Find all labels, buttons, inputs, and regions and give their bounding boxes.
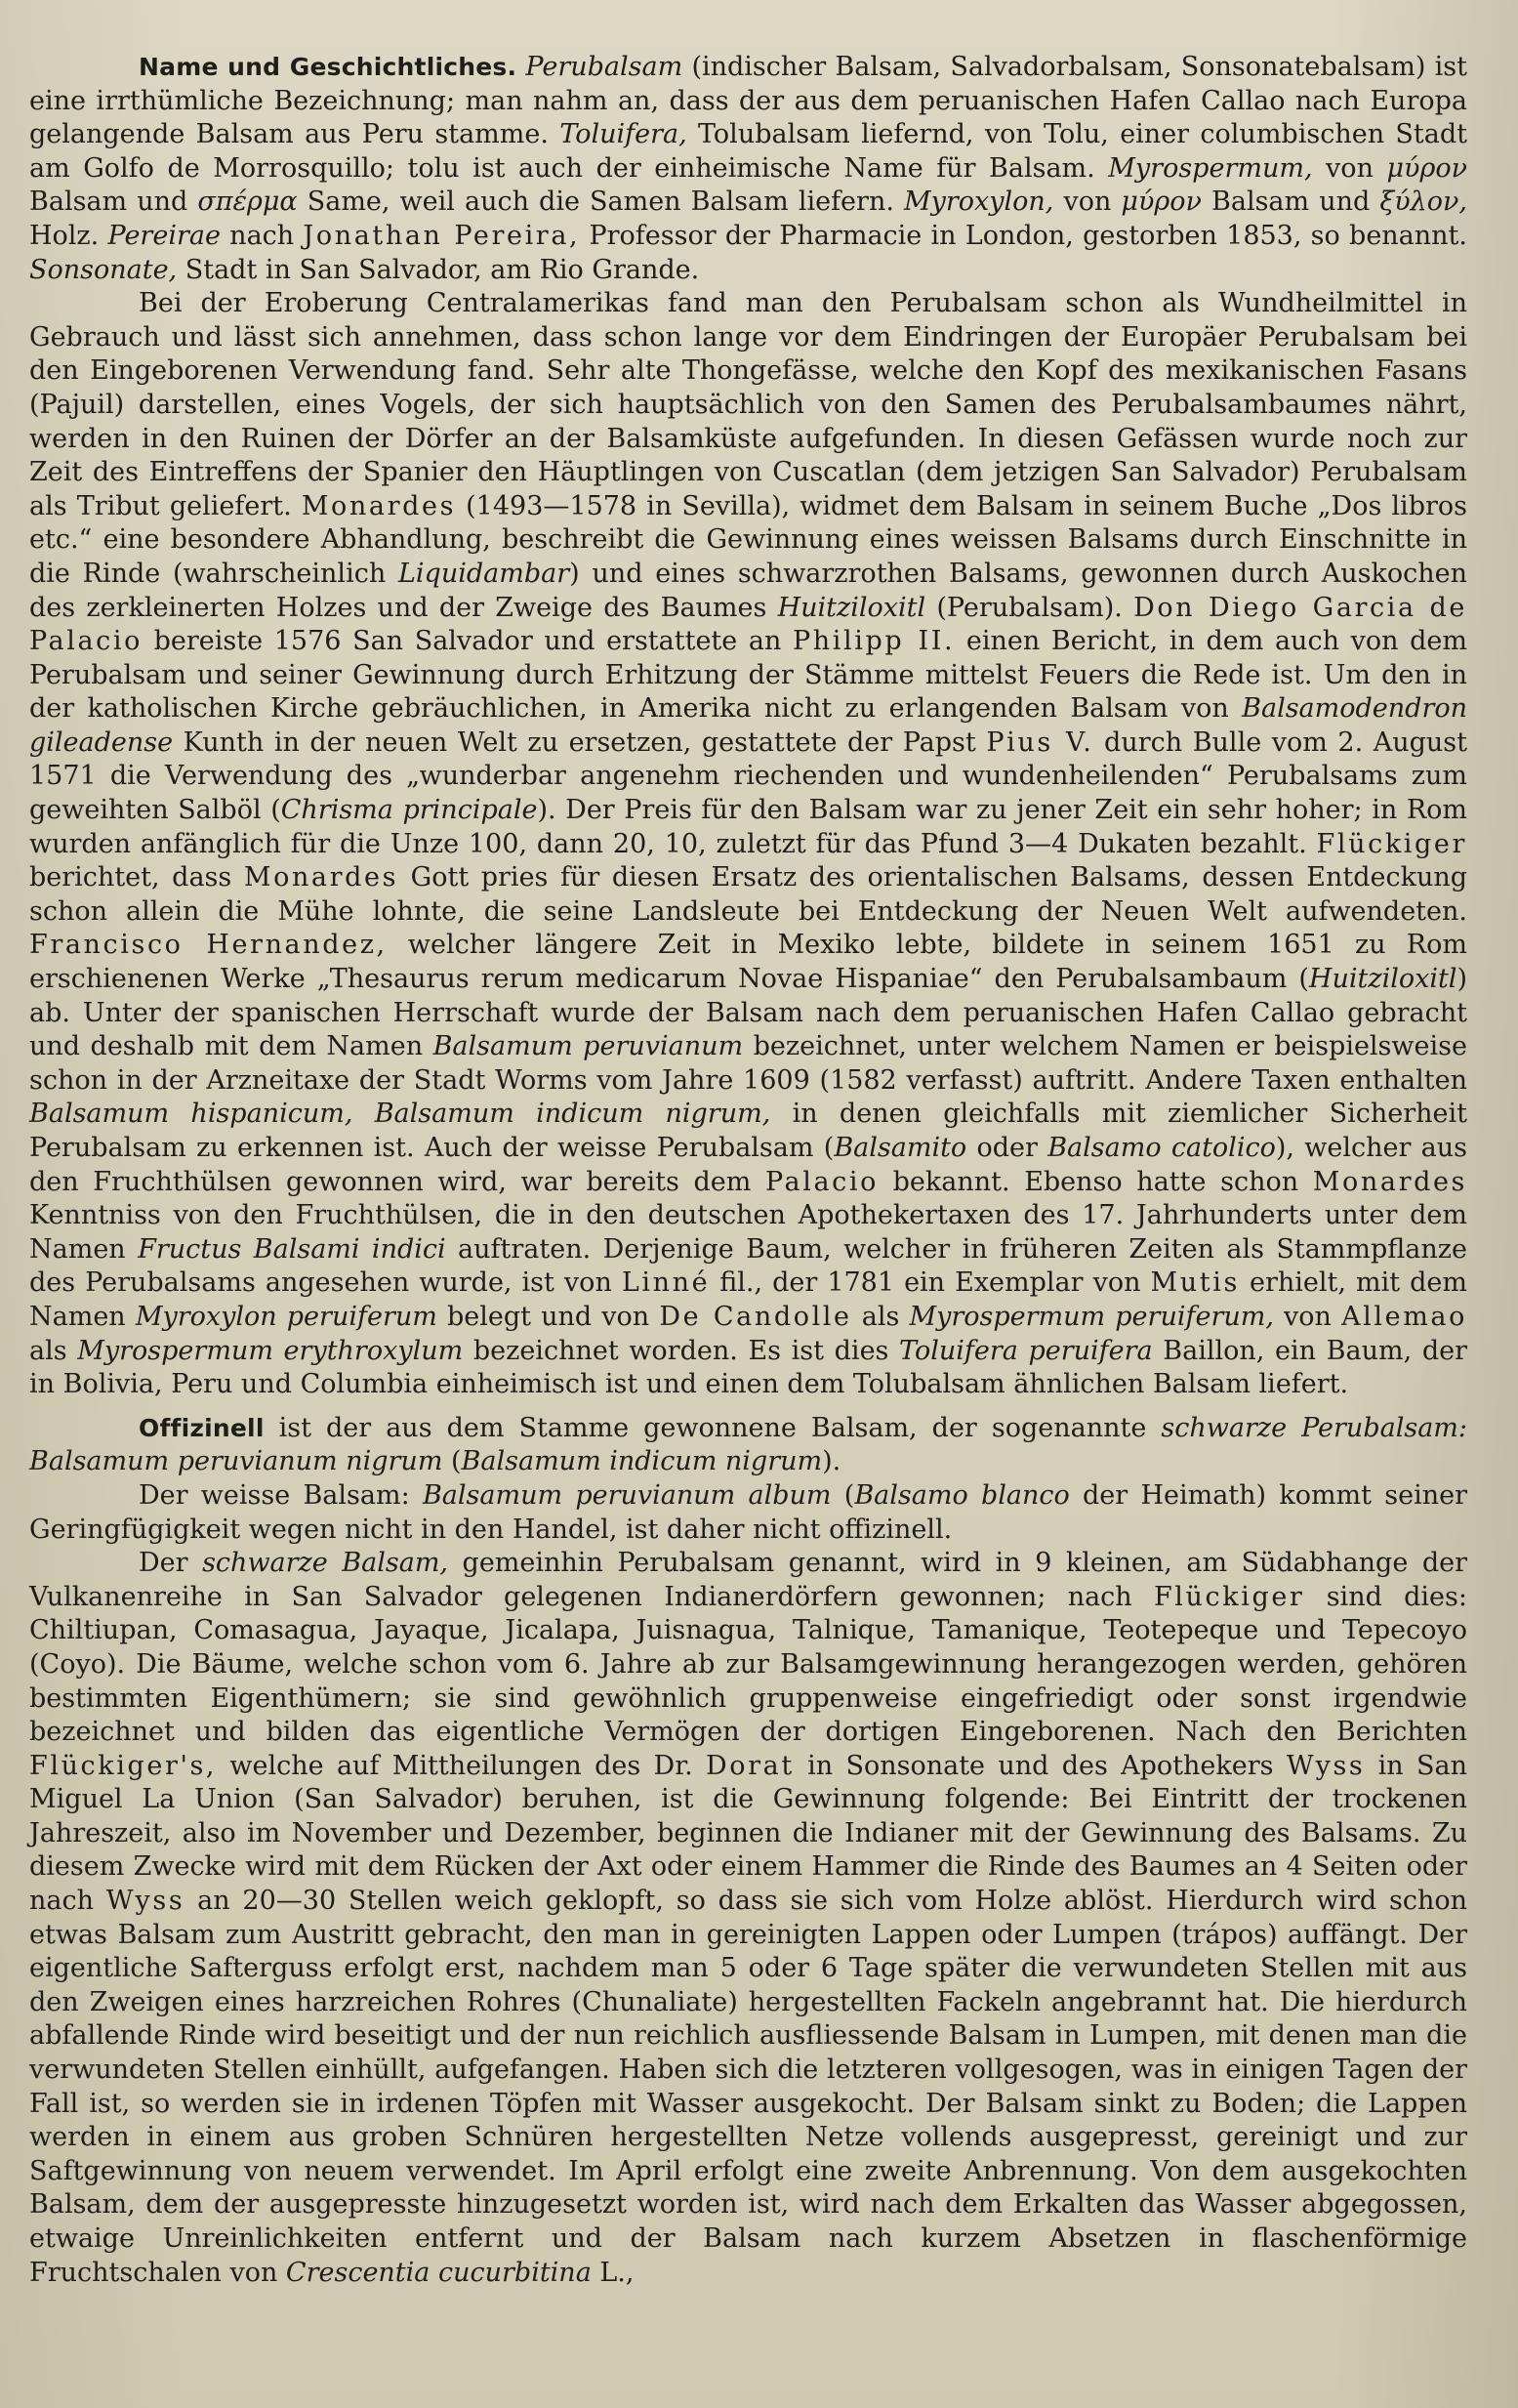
- text-run: gemeinhin Perubalsam genannt, wird in 9 kleinen, am Südabhange der Vulkanenreihe in San Salvador gelegenen Indianerdörfern gewonnen; nach: [29, 1548, 1468, 1612]
- italic-text: Liquidambar: [397, 558, 570, 589]
- text-run: Professor der Pharmacie in London, gestorben 1853, so benannt.: [580, 220, 1467, 251]
- text-run: in Sonsonate und des Apothekers: [794, 1750, 1287, 1781]
- italic-text: ξύλον,: [1379, 187, 1467, 218]
- italic-text: Perubalsam: [525, 52, 683, 82]
- text-run: L.,: [591, 2257, 635, 2288]
- text-run: ).: [822, 1446, 841, 1477]
- italic-text: schwarze Balsam,: [202, 1548, 449, 1579]
- text-run: Der: [139, 1548, 203, 1579]
- section-heading: Name und Geschichtliches.: [139, 53, 517, 81]
- italic-text: Myrospermum peruiferum,: [909, 1301, 1274, 1332]
- spaced-name: Jonathan Pereira,: [303, 220, 581, 251]
- text-run: berichtet, dass: [29, 862, 244, 893]
- paragraph-text: [29, 52, 1467, 285]
- italic-text: Pereirae: [107, 220, 221, 251]
- text-run: ) ab. Unter der spanischen Herrschaft wurde der Balsam nach dem peruanischen Hafen Callao gebracht und deshalb mit dem Namen: [29, 964, 1467, 1062]
- italic-text: Myroxylon,: [903, 187, 1054, 218]
- spaced-name: Flückiger: [1316, 828, 1467, 859]
- text-run: Gott pries für diesen Ersatz des orientalischen Balsams, dessen Entdeckung schon allein die Mühe lohnte, die seine Landsleute bei Entdeckung der Neuen Welt aufwendeten.: [29, 862, 1468, 927]
- section-name-und-geschichtliches: [29, 51, 1467, 1402]
- text-run: (: [831, 1479, 855, 1511]
- text-run: fil., der 1781 ein Exemplar von: [710, 1267, 1151, 1299]
- text-run: an 20—30 Stellen weich geklopft, so dass sie sich vom Holze ablöst. Hierdurch wird schon etwas Balsam zum Austritt gebracht, den man in gereinigten Lappen oder Lumpen (trápos) auffängt. Der eigentliche Safterguss erfolgt erst, nachdem man 5 oder 6 Tage später die verwundeten Stellen mit aus den Zweigen eines harzreichen Rohres (Chunaliate) hergestellten Fackeln angebrannt hat. Die hierdurch abfallende Rinde wird beseitigt und der nun reichlich ausfliessende Balsam in Lumpen, mit denen man die verwundeten Stellen einhüllt, aufgefangen. Haben sich die letzteren vollgesogen, was in einigen Tagen der Fall ist, so werden sie in irdenen Töpfen mit Wasser ausgekocht. Der Balsam sinkt zu Boden; die Lappen werden in einem aus groben Schnüren hergestellten Netze vollends ausgepresst, gereinigt und zur Saftgewinnung von neuem verwendet. Im April erfolgt eine zweite Anbrennung. Von dem ausgekochten Balsam, dem der ausgepresste hinzugesetzt worden ist, wird nach dem Erkalten das Wasser abgegossen, etwaige Unreinlichkeiten entfernt und der Balsam nach kurzem Absetzen in flaschenförmige Fruchtschalen von: [29, 1886, 1467, 2288]
- text-run: Bei der Eroberung Centralamerikas fand man den Perubalsam schon als Wundheilmittel in Gebrauch und lässt sich annehmen, dass schon lange vor dem Eindringen der Europäer Perubalsam bei den Eingeborenen Verwendung fand. Sehr alte Thongefässe, welche den Kopf des mexikanischen Fasans (Pajuil) darstellen, eines Vogels, der sich hauptsächlich von den Samen des Perubalsambaumes nährt, werden in den Ruinen der Dörfer an der Balsamküste aufgefunden. In diesen Gefässen wurde noch zur Zeit des Eintreffens der Spanier den Häuptlingen von Cuscatlan (dem jetzigen San Salvador) Perubalsam als Tribut geliefert.: [29, 288, 1467, 521]
- text-run: bezeichnet, unter welchem Namen er beispielsweise schon in der Arzneitaxe der Stadt Worms vom Jahre 1609 (1582 verfasst) auftritt. Andere Taxen enthalten: [29, 1031, 1467, 1096]
- spaced-name: Palacio: [764, 1166, 879, 1197]
- text-run: erhielt, mit dem Namen: [29, 1267, 1467, 1332]
- italic-text: Balsamodendron gileadense: [29, 693, 1467, 758]
- text-run: Kunth in der neuen Welt zu ersetzen, gestattete der Papst: [173, 727, 987, 758]
- text-run: in denen gleichfalls mit ziemlicher Sicherheit Perubalsam zu erkennen ist. Auch der weisse Perubalsam (: [29, 1099, 1467, 1163]
- italic-text: Balsamo blanco: [854, 1479, 1070, 1511]
- text-run: sind dies: Chiltiupan, Comasagua, Jayaque, Jicalapa, Juisnagua, Talnique, Tamanique, Teotepeque und Tepecoyo (Coyo). Die Bäume, welche schon vom 6. Jahre ab zur Balsamgewinnung herangezogen werden, gehören bestimmten Eigenthümern; sie sind gewöhnlich gruppenweise eingefriedigt oder sonst irgendwie bezeichnet und bilden das eigentliche Vermögen der dortigen Eingeborenen. Nach den Berichten: [29, 1581, 1467, 1748]
- text-run: Balsam und: [1201, 187, 1380, 218]
- text-run: (1493—1578 in Sevilla), widmet dem Balsam in seinem Buche „Dos libros etc.“ eine besondere Abhandlung, beschreibt die Gewinnung eines weissen Balsams durch Einschnitte in die Rinde (wahrscheinlich: [29, 490, 1467, 589]
- paragraph: [29, 1479, 1467, 1547]
- text-run: von: [1053, 187, 1122, 218]
- text-run: der Heimath) kommt seiner Geringfügigkeit wegen nicht in den Handel, ist daher nicht offizinell.: [29, 1479, 1468, 1545]
- text-run: ), welcher aus den Fruchthülsen gewonnen wird, war bereits dem: [29, 1133, 1467, 1197]
- section-heading: Offizinell: [139, 1413, 265, 1442]
- text-run: auftraten. Derjenige Baum, welcher in früheren Zeiten als Stammpflanze des Perubalsams angesehen wurde, ist von: [29, 1233, 1467, 1299]
- text-run: welche auf Mittheilungen des Dr.: [217, 1750, 707, 1781]
- spaced-name: Dorat: [706, 1750, 795, 1781]
- text-run: Baillon, ein Baum, der in Bolivia, Peru und Columbia einheimisch ist und einen dem Tolubalsam ähnlichen Balsam liefert.: [29, 1335, 1467, 1400]
- italic-text: Chrisma principale: [280, 795, 538, 826]
- paragraph: [29, 1547, 1467, 2290]
- italic-text: Fructus Balsami indici: [138, 1233, 446, 1265]
- text-run: durch Bulle vom 2. August 1571 die Verwendung des „wunderbar angenehm riechenden und wundenheilenden“ Perubalsams zum geweihten Salböl (: [29, 727, 1467, 826]
- text-run: bekannt. Ebenso hatte schon: [878, 1166, 1313, 1197]
- text-run: oder: [966, 1133, 1048, 1163]
- text-run: Same, weil auch die Samen Balsam liefern.: [297, 187, 904, 218]
- text-run: Stadt in San Salvador, am Rio Grande.: [177, 254, 700, 285]
- text-run: ist der aus dem Stamme gewonnene Balsam, der sogenannte: [264, 1412, 1162, 1443]
- italic-text: Sonsonate,: [29, 254, 178, 285]
- italic-text: Myrospermum,: [1108, 152, 1313, 184]
- spaced-name: Francisco Hernandez,: [29, 930, 388, 961]
- spaced-name: Flückiger's,: [29, 1750, 218, 1781]
- italic-text: σπέρμα: [197, 187, 298, 218]
- text-run: Balsam und: [29, 187, 198, 218]
- paragraph: [29, 51, 1467, 287]
- text-run: belegt und von: [436, 1301, 660, 1332]
- text-run: als: [29, 1335, 78, 1366]
- italic-text: μύρον: [1386, 152, 1467, 184]
- text-run: bezeichnet worden. Es ist dies: [463, 1335, 900, 1366]
- spaced-name: Allemao: [1341, 1301, 1467, 1332]
- text-run: von: [1312, 152, 1387, 184]
- text-run: als: [851, 1301, 910, 1332]
- text-run: einen Bericht, in dem auch von dem Perubalsam und seiner Gewinnung durch Erhitzung der Stämme mittelst Feuers die Rede ist. Um den in der katholischen Kirche gebräuchlichen, in Amerika nicht zu erlangenden Balsam von: [29, 626, 1467, 725]
- italic-text: Toluifera peruifera: [899, 1335, 1153, 1366]
- paragraph-text: [29, 1548, 1467, 2287]
- italic-text: Huitziloxitl: [1308, 964, 1457, 995]
- italic-text: Balsamum indicum nigrum: [461, 1446, 823, 1477]
- italic-text: Crescentia cucurbitina: [285, 2257, 592, 2288]
- spaced-name: Don Diego Garcia de Palacio: [29, 592, 1467, 657]
- spaced-name: Flückiger: [1153, 1581, 1305, 1612]
- text-run: in San Miguel La Union (San Salvador) beruhen, ist die Gewinnung folgende: Bei Eintritt der trockenen Jahreszeit, also im November und Dezember, beginnen die Indianer mit der Gewinnung des Balsams. Zu diesem Zwecke wird mit dem Rücken der Axt oder einem Hammer die Rinde des Baumes an 4 Seiten oder nach: [29, 1750, 1467, 1917]
- italic-text: Balsamum peruvianum album: [422, 1479, 832, 1511]
- italic-text: Balsamito: [834, 1133, 967, 1163]
- text-run: ). Der Preis für den Balsam war zu jener Zeit ein sehr hoher; in Rom wurden anfänglich für die Unze 100, dann 20, 10, zuletzt für das Pfund 3—4 Dukaten bezahlt.: [29, 795, 1468, 859]
- italic-text: Myroxylon peruiferum: [135, 1301, 437, 1332]
- paragraph: [29, 287, 1467, 1402]
- spaced-name: Monardes: [301, 490, 457, 521]
- text-run: (Perubalsam).: [925, 592, 1134, 623]
- text-run: ) und eines schwarzrothen Balsams, gewonnen durch Auskochen des zerkleinerten Holzes und der Zweige des Baumes: [29, 558, 1467, 623]
- text-run: (: [442, 1446, 462, 1477]
- section-offizinell: [29, 1412, 1467, 2290]
- italic-text: schwarze Perubalsam: Balsamum peruvianum nigrum: [29, 1412, 1467, 1477]
- text-run: welcher längere Zeit in Mexiko lebte, bildete in seinem 1651 zu Rom erschienenen Werke „Thesaurus rerum medicarum Novae Hispaniae“ den Perubalsambaum (: [29, 930, 1467, 995]
- text-run: von: [1273, 1301, 1342, 1332]
- paragraph-text: [29, 1480, 1467, 1545]
- text-run: (indischer Balsam, Salvadorbalsam, Sonsonatebalsam) ist eine irrthümliche Bezeichnung; man nahm an, dass der aus dem peruanischen Hafen Callao nach Europa gelangende Balsam aus Peru stamme.: [29, 52, 1467, 150]
- spaced-name: Mutis: [1150, 1267, 1240, 1299]
- italic-text: Balsamum hispanicum, Balsamum indicum nigrum,: [29, 1099, 771, 1130]
- italic-text: Myrospermum erythroxylum: [77, 1335, 464, 1366]
- text-run: Der weisse Balsam:: [139, 1479, 423, 1511]
- spaced-name: Linné: [621, 1267, 711, 1299]
- italic-text: Huitziloxitl: [777, 592, 926, 623]
- spaced-name: Wyss: [1286, 1750, 1366, 1781]
- text-run: bereiste 1576 San Salvador und erstattete an: [143, 626, 794, 657]
- text-run: Tolubalsam liefernd, von Tolu, einer columbischen Stadt am Golfo de Morrosquillo; tolu ist auch der einheimische Name für Balsam.: [29, 119, 1467, 184]
- text-run: Holz.: [29, 220, 108, 251]
- italic-text: Balsamo catolico: [1047, 1133, 1276, 1163]
- spaced-name: Monardes: [243, 862, 399, 893]
- spaced-name: Monardes: [1312, 1166, 1467, 1197]
- spaced-name: Philipp II.: [793, 626, 956, 657]
- spaced-name: Pius V.: [986, 727, 1094, 758]
- spaced-name: Wyss: [105, 1886, 185, 1917]
- italic-text: Toluifera,: [559, 119, 687, 150]
- italic-text: Balsamum peruvianum: [432, 1031, 744, 1062]
- paragraph-text: [29, 288, 1467, 1399]
- italic-text: μύρον: [1121, 187, 1202, 218]
- text-run: nach: [220, 220, 304, 251]
- text-run: Kenntniss von den Fruchthülsen, die in den deutschen Apothekertaxen des 17. Jahrhunderts unter dem Namen: [29, 1200, 1467, 1265]
- paragraph: [29, 1412, 1467, 1479]
- spaced-name: De Candolle: [659, 1301, 852, 1332]
